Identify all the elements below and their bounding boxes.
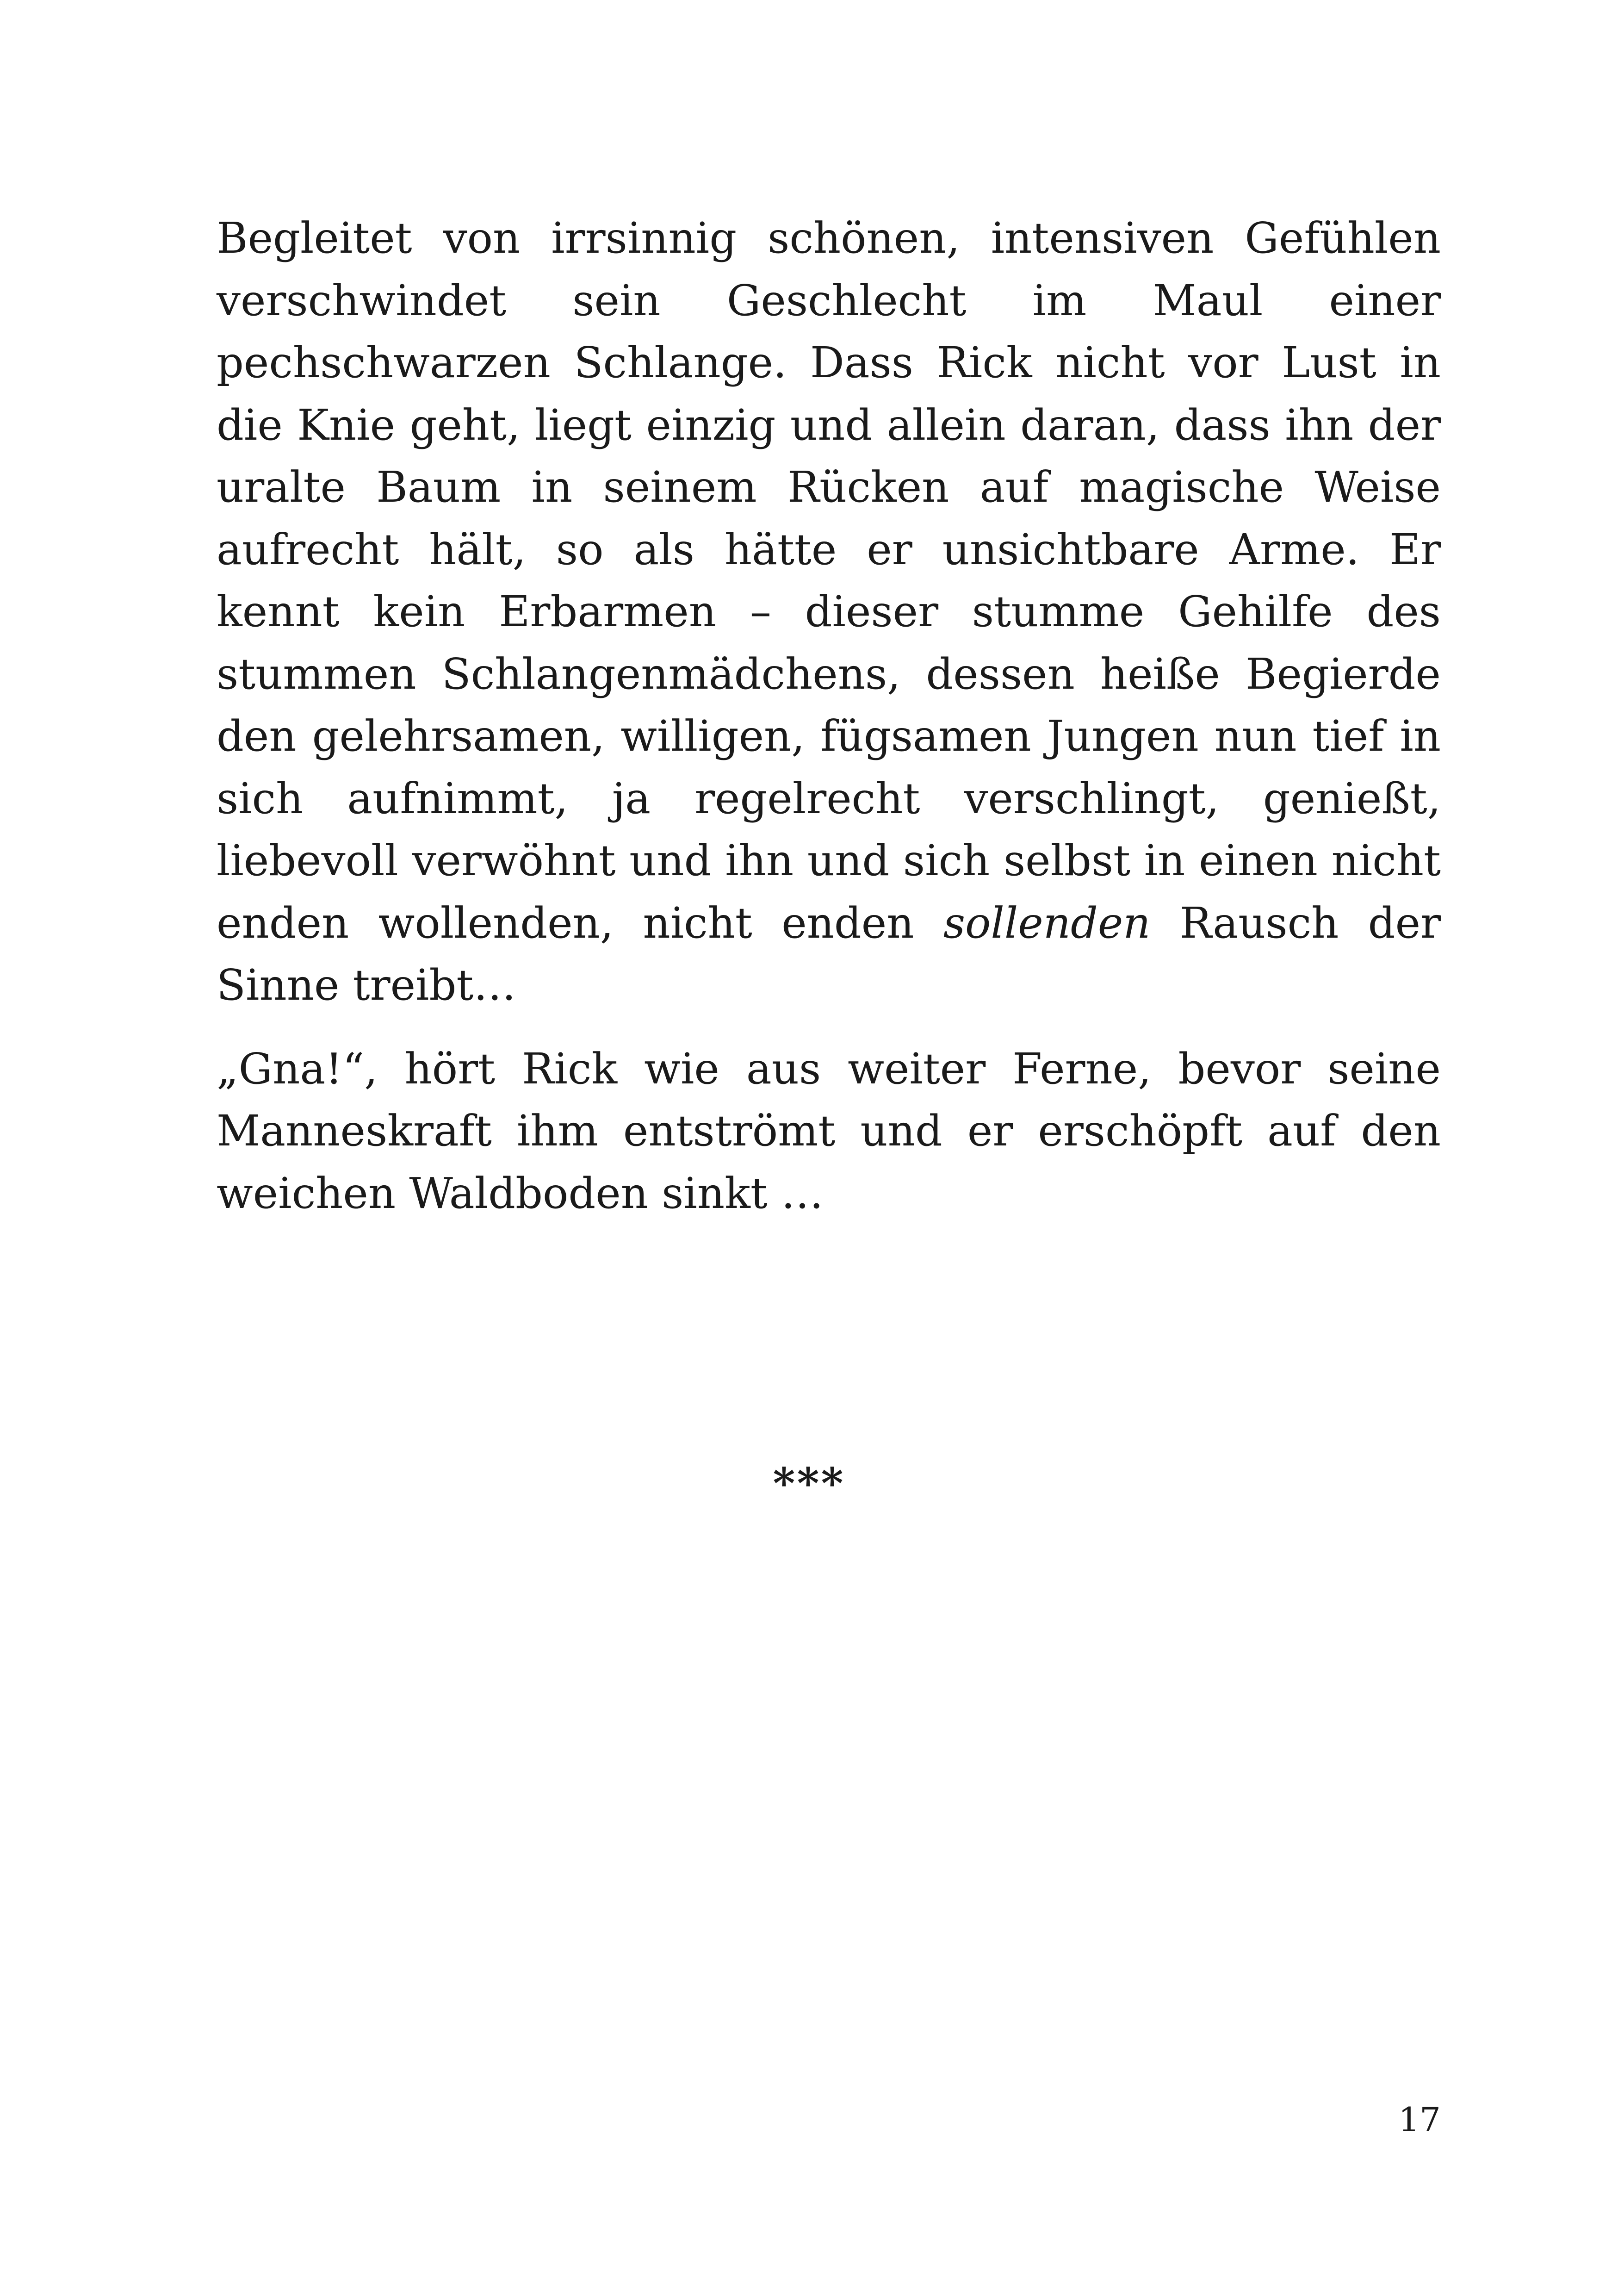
paragraph-1-text-end: Rausch der Sinne treibt… bbox=[217, 898, 1441, 1010]
body-text bbox=[217, 207, 1441, 1225]
paragraph-1-italic-word: sollenden bbox=[943, 898, 1151, 948]
paragraph-2: „Gna!“, hört Rick wie aus weiter Ferne, bevor seine Manneskraft ihm entströmt und er erschöpft auf den weichen Waldboden sinkt … bbox=[217, 1044, 1441, 1218]
page-number: 17 bbox=[1398, 2100, 1441, 2139]
paragraph-1 bbox=[217, 207, 1441, 1017]
section-separator: *** bbox=[773, 1458, 845, 1508]
paragraph-1-text-start: Begleitet von irrsinnig schönen, intensiven Gefühlen verschwindet sein Geschlecht im Maul einer pechschwarzen Schlange. Dass Rick nicht vor Lust in die Knie geht, liegt einzig und allein daran, dass ihn der uralte Baum in seinem Rücken auf magische Weise aufrecht hält, so als hätte er unsichtbare Arme. Er kennt kein Erbarmen – dieser stumme Gehilfe des stummen Schlangenmädchens, dessen heiße Begierde den gelehrsamen, willigen, fügsamen Jungen nun tief in sich aufnimmt, ja regelrecht verschlingt, genießt, liebevoll verwöhnt und ihn und sich selbst in einen nicht enden wollenden, nicht enden bbox=[217, 213, 1441, 948]
